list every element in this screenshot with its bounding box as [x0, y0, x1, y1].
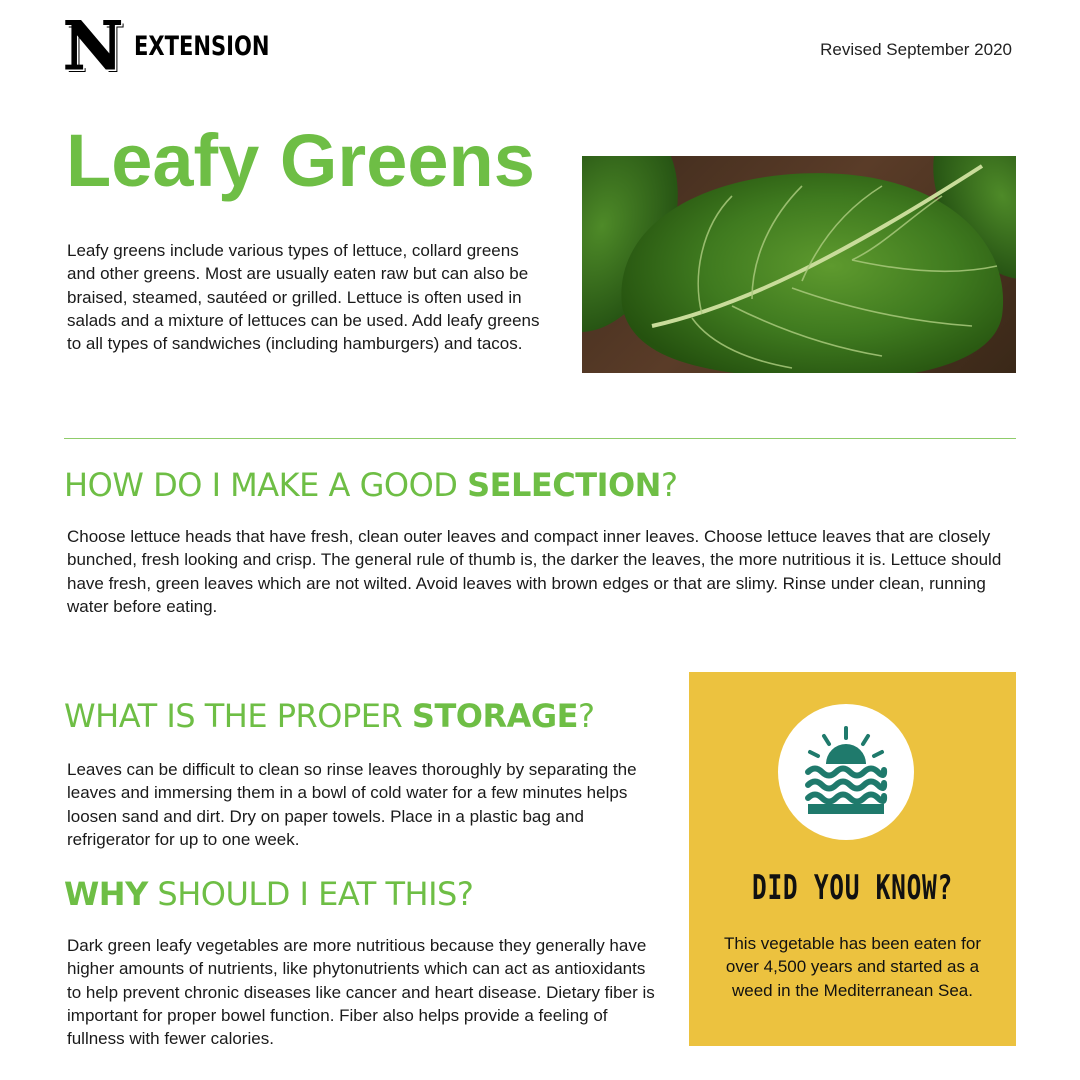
- selection-heading: HOW DO I MAKE A GOOD SELECTION?: [64, 466, 678, 504]
- logo-n-mark: N: [62, 7, 124, 85]
- storage-paragraph: Leaves can be difficult to clean so rinse leaves thoroughly by separating the leaves and immersing them in a bowl of cold water for a few minutes helps loosen sand and dirt. Dry on paper towels. Place in a plastic bag and refrigerator for up to one week.: [67, 760, 637, 849]
- icon-circle: [778, 704, 914, 840]
- sun-over-sea-icon: [796, 722, 896, 822]
- why-heading: WHY SHOULD I EAT THIS?: [64, 875, 474, 913]
- revised-date: Revised September 2020: [820, 40, 1012, 59]
- intro-paragraph: Leafy greens include various types of lettuce, collard greens and other greens. Most are usually eaten raw but can also be braised, steamed, sautéed or grilled. Lettuce is often used in salads and a mixture of lettuces can be used. Add leafy greens to all types of sandwiches (including hamburgers) and tacos.: [67, 241, 540, 354]
- page-title: Leafy Greens: [66, 119, 535, 202]
- divider-line: [64, 438, 1016, 439]
- leaf-illustration: [582, 156, 1016, 373]
- why-paragraph: Dark green leafy vegetables are more nutritious because they generally have higher amounts of nutrients, like phytonutrients which can act as antioxidants to help prevent chronic diseases like cancer and heart disease. Dietary fiber is important for proper bowel function. Fiber also helps provide a feeling of fullness with fewer calories.: [67, 936, 655, 1049]
- collard-leaf-photo: [582, 156, 1016, 373]
- selection-paragraph: Choose lettuce heads that have fresh, clean outer leaves and compact inner leaves. Choose lettuce leaves that are closely bunched, fresh looking and crisp. The general rule of thumb is, the darker the leaves, the more nutritious it is. Lettuce should have fresh, green leaves which are not wilted. Avoid leaves with brown edges or that are slimy. Rinse under clean, running water before eating.: [67, 527, 1002, 616]
- extension-logo: [62, 7, 308, 85]
- did-you-know-box: [689, 672, 1016, 1046]
- logo-wordmark: EXTENSION: [134, 30, 270, 62]
- did-you-know-text: This vegetable has been eaten for over 4,500 years and started as a weed in the Mediterranean Sea.: [723, 934, 982, 1000]
- storage-heading: WHAT IS THE PROPER STORAGE?: [64, 697, 595, 735]
- did-you-know-title: DID YOU KNOW?: [752, 868, 953, 908]
